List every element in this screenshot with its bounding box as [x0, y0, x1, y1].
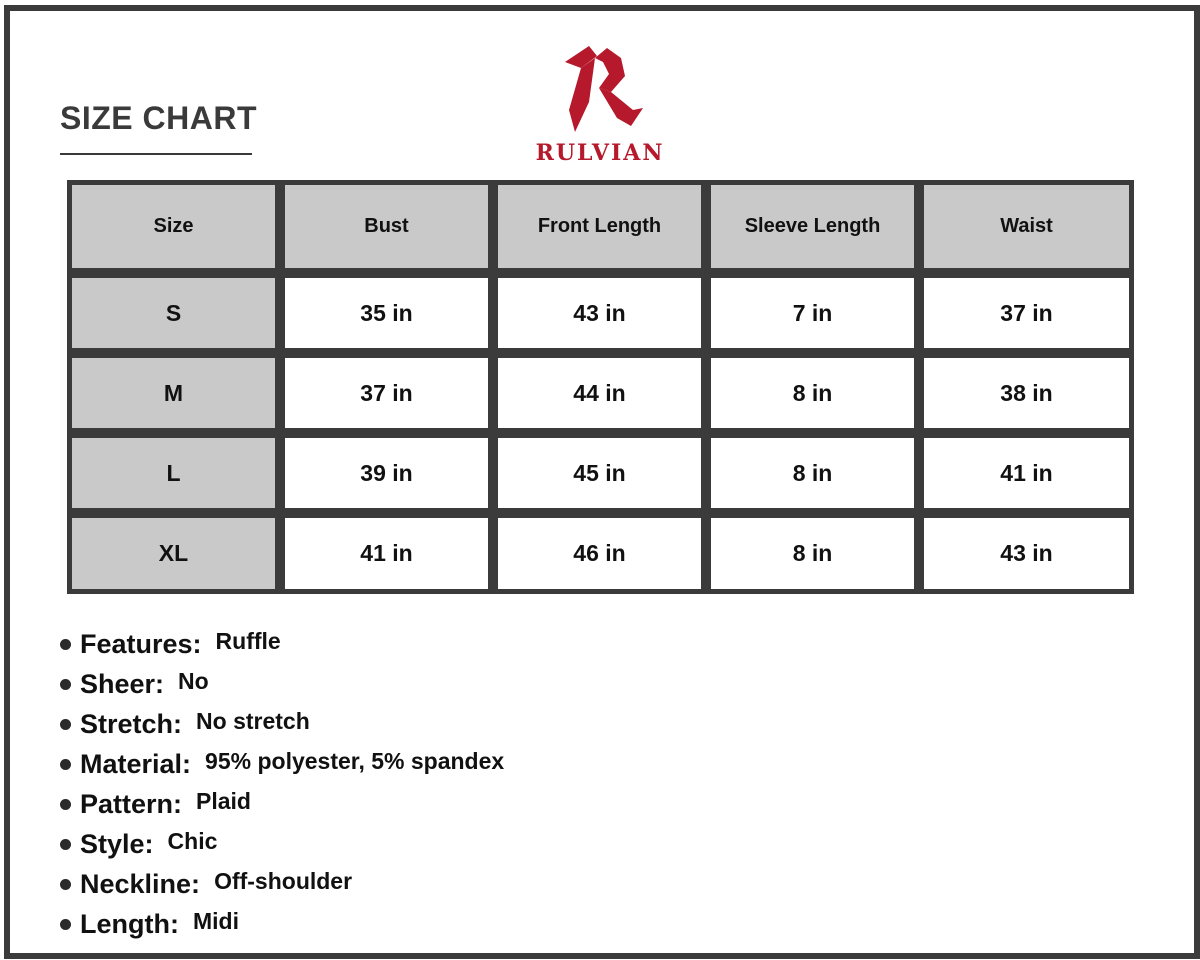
feature-item-material	[60, 744, 504, 784]
bullet-icon	[60, 799, 71, 810]
feature-label: Features:	[80, 628, 202, 659]
feature-item-stretch	[60, 704, 504, 744]
table-cell-waist: 41 in	[924, 438, 1129, 508]
table-cell-bust: 39 in	[285, 438, 488, 508]
feature-list	[60, 624, 504, 944]
feature-item-pattern	[60, 784, 504, 824]
feature-value: Chic	[167, 827, 218, 854]
table-cell-waist: 43 in	[924, 518, 1129, 589]
feature-label: Pattern:	[80, 788, 183, 819]
table-cell-sleeve-length: 8 in	[711, 438, 914, 508]
table-row-size: M	[72, 358, 275, 428]
table-row-size: S	[72, 278, 275, 348]
table-cell-sleeve-length: 8 in	[711, 358, 914, 428]
bullet-icon	[60, 839, 71, 850]
feature-label: Style:	[80, 828, 154, 859]
feature-item-features	[60, 624, 504, 664]
feature-item-neckline	[60, 864, 504, 904]
column-header-size: Size	[72, 185, 275, 268]
title-underline	[60, 153, 252, 155]
table-cell-bust: 37 in	[285, 358, 488, 428]
column-header-sleeve-length: Sleeve Length	[711, 185, 914, 268]
feature-label: Length:	[80, 908, 179, 939]
feature-item-style	[60, 824, 504, 864]
size-table	[67, 180, 1134, 594]
brand-logo-icon	[559, 44, 643, 134]
feature-value: Plaid	[196, 787, 251, 814]
table-cell-front-length: 43 in	[498, 278, 701, 348]
bullet-icon	[60, 679, 71, 690]
feature-item-sheer	[60, 664, 504, 704]
feature-label: Material:	[80, 748, 192, 779]
table-cell-front-length: 44 in	[498, 358, 701, 428]
table-cell-waist: 38 in	[924, 358, 1129, 428]
table-cell-bust: 41 in	[285, 518, 488, 589]
bullet-icon	[60, 919, 71, 930]
feature-value: Ruffle	[215, 627, 281, 654]
table-cell-front-length: 45 in	[498, 438, 701, 508]
feature-label: Stretch:	[80, 708, 183, 739]
brand-name: RULVIAN	[535, 140, 665, 166]
feature-label: Neckline:	[80, 868, 201, 899]
table-row-size: L	[72, 438, 275, 508]
table-cell-sleeve-length: 8 in	[711, 518, 914, 589]
column-header-waist: Waist	[924, 185, 1129, 268]
table-cell-bust: 35 in	[285, 278, 488, 348]
column-header-bust: Bust	[285, 185, 488, 268]
bullet-icon	[60, 639, 71, 650]
feature-value: No	[178, 667, 209, 694]
feature-value: Off-shoulder	[214, 867, 353, 894]
bullet-icon	[60, 759, 71, 770]
column-header-front-length: Front Length	[498, 185, 701, 268]
page-title: SIZE CHART	[60, 100, 257, 136]
feature-value: 95% polyester, 5% spandex	[205, 747, 505, 774]
feature-label: Sheer:	[80, 668, 165, 699]
table-cell-waist: 37 in	[924, 278, 1129, 348]
feature-item-length	[60, 904, 504, 944]
table-cell-sleeve-length: 7 in	[711, 278, 914, 348]
table-cell-front-length: 46 in	[498, 518, 701, 589]
feature-value: No stretch	[196, 707, 310, 734]
table-row-size: XL	[72, 518, 275, 589]
feature-value: Midi	[192, 907, 239, 934]
bullet-icon	[60, 879, 71, 890]
bullet-icon	[60, 719, 71, 730]
